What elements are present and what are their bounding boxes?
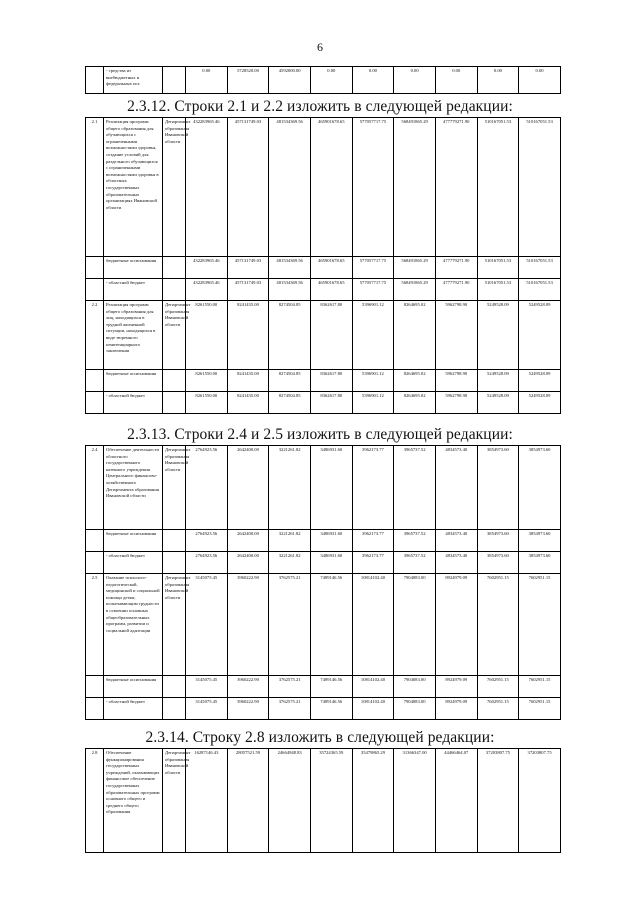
value-cell: 8261550.00 (186, 301, 228, 370)
value-cell: 8274504.85 (269, 370, 311, 392)
value-cell: 8264695.02 (394, 370, 436, 392)
value-cell: 3854973.60 (477, 446, 519, 530)
value-cell: 465901678.65 (310, 279, 352, 301)
row-name: - областной бюджет (104, 698, 163, 720)
value-cell: 510167051.53 (519, 257, 561, 279)
value-cell: 35724365.59 (310, 749, 352, 853)
row-admin: Департамент образования Ивановской области (163, 446, 186, 530)
value-cell: 481534369.56 (269, 279, 311, 301)
value-cell: 3221261.82 (269, 446, 311, 530)
value-cell: 8241435.00 (227, 392, 269, 414)
row-name: Реализация программ общего образования для обучающихся с ограниченными возможностями здоровья, создание условий для раздельного обучающихся с ограниченными возможностями здоровья в областных государственных образовательных организациях Ивановской области (104, 118, 163, 257)
table-row (86, 118, 561, 257)
value-cell: 477779271.90 (435, 279, 477, 301)
value-cell: 457131749.03 (227, 118, 269, 257)
row-code: 2.2 (86, 301, 104, 370)
row-name: Обеспечение деятельности областного государственного казенного учреждения Центрального финансово-хозяйственного Департамента образования Ивановской области (104, 446, 163, 530)
value-cell: 8241435.00 (227, 370, 269, 392)
row-code (86, 676, 104, 698)
value-cell: 8362617.80 (310, 301, 352, 370)
value-cell: 5249528.09 (519, 301, 561, 370)
value-cell: 2642400.00 (227, 446, 269, 530)
value-cell: 7904083.00 (394, 676, 436, 698)
row-name: бюджетные ассигнования (104, 530, 163, 552)
value-cell: 510167051.53 (477, 279, 519, 301)
value-cell: 577057717.75 (352, 279, 394, 301)
row-code: 2.1 (86, 118, 104, 257)
row-admin (163, 67, 186, 94)
value-cell: 31366347.00 (394, 749, 436, 853)
row-code: 2.4 (86, 446, 104, 530)
value-cell: 7904083.00 (394, 698, 436, 720)
value-cell: 2642400.00 (227, 552, 269, 574)
row-admin: Департамент образования Ивановской области (163, 301, 186, 370)
value-cell: 5962798.90 (435, 392, 477, 414)
row-name: Оказание психолого-педагогической, медицинской и социальной помощи детям, испытывающим трудности в освоении основных общеобразовательных программ, развитии и социальной адаптации (104, 574, 163, 676)
row-admin (163, 698, 186, 720)
value-cell: 7602951.15 (519, 574, 561, 676)
value-cell: 0.00 (477, 67, 519, 94)
section-title-2-3-14: 2.3.14. Строку 2.8 изложить в следующей редакции: (145, 729, 495, 746)
row-code (86, 552, 104, 574)
row-name: бюджетные ассигнования (104, 257, 163, 279)
value-cell: 24664948.83 (269, 749, 311, 853)
page-number: 6 (317, 40, 323, 54)
value-cell: 510167051.53 (477, 257, 519, 279)
value-cell: 7602951.15 (477, 698, 519, 720)
value-cell: 5249528.09 (477, 301, 519, 370)
row-code (86, 530, 104, 552)
value-cell: 5396901.12 (352, 392, 394, 414)
value-cell: 3854973.60 (519, 446, 561, 530)
section-title-2-3-12: 2.3.12. Строки 2.1 и 2.2 изложить в следующей редакции: (127, 98, 513, 115)
value-cell: 0.00 (435, 67, 477, 94)
table-row (86, 257, 561, 279)
row-admin (163, 676, 186, 698)
value-cell: 28057521.59 (227, 749, 269, 853)
table-row (86, 446, 561, 530)
value-cell: 3854973.60 (519, 530, 561, 552)
value-cell: 568491865.29 (394, 118, 436, 257)
table-row (86, 392, 561, 414)
table-row (86, 301, 561, 370)
value-cell: 465901678.65 (310, 257, 352, 279)
value-cell: 2764923.56 (186, 530, 228, 552)
row-admin (163, 552, 186, 574)
value-cell: 7904083.00 (394, 574, 436, 676)
row-admin (163, 392, 186, 414)
value-cell: 5396901.12 (352, 370, 394, 392)
value-cell: 3762575.21 (269, 698, 311, 720)
value-cell: 568491865.29 (394, 279, 436, 301)
value-cell: 568491865.29 (394, 257, 436, 279)
value-cell: 432283965.46 (186, 118, 228, 257)
value-cell: 3486931.60 (310, 530, 352, 552)
value-cell: 16287146.43 (186, 749, 228, 853)
row-code (86, 279, 104, 301)
row-code (86, 392, 104, 414)
table-row (86, 279, 561, 301)
value-cell: 457131749.03 (227, 257, 269, 279)
value-cell: 5249528.09 (477, 392, 519, 414)
value-cell: 477779271.90 (435, 257, 477, 279)
value-cell: 0.00 (394, 67, 436, 94)
value-cell: 5249528.09 (477, 370, 519, 392)
value-cell: 481534369.56 (269, 257, 311, 279)
value-cell: 2764923.56 (186, 552, 228, 574)
table-row (86, 574, 561, 676)
value-cell: 3145075.45 (186, 698, 228, 720)
value-cell: 510167051.53 (519, 279, 561, 301)
value-cell: 3486931.60 (310, 446, 352, 530)
value-cell: 8362617.80 (310, 392, 352, 414)
value-cell: 3762575.21 (269, 574, 311, 676)
value-cell: 432283965.46 (186, 257, 228, 279)
value-cell: 510167051.53 (477, 118, 519, 257)
value-cell: 3962173.77 (352, 446, 394, 530)
value-cell: 7602951.15 (477, 676, 519, 698)
row-admin (163, 530, 186, 552)
value-cell: 3221261.82 (269, 530, 311, 552)
value-cell: 3960222.90 (227, 676, 269, 698)
row-name: - областной бюджет (104, 279, 163, 301)
value-cell: 8274504.85 (269, 392, 311, 414)
row-name: бюджетные ассигнования (104, 676, 163, 698)
value-cell: 3854973.60 (477, 530, 519, 552)
value-cell: 2642400.00 (227, 530, 269, 552)
table-row (86, 749, 561, 853)
value-cell: 10814102.40 (352, 698, 394, 720)
value-cell: 44466464.07 (435, 749, 477, 853)
value-cell: 3221261.82 (269, 552, 311, 574)
value-cell: 3145075.45 (186, 574, 228, 676)
value-cell: 3960222.90 (227, 574, 269, 676)
row-name: Обеспечение функционирования государственных учреждений, оказывающих финансовое обеспечение государственных образовательных программ основного общего и среднего общего образования (104, 749, 163, 853)
row-admin: Департамент образования Ивановской области (163, 749, 186, 853)
value-cell: 10814102.40 (352, 574, 394, 676)
value-cell: 37203807.75 (477, 749, 519, 853)
row-name: - средства из внебюджетных и федеральных ист. (104, 67, 163, 94)
table-row (86, 552, 561, 574)
value-cell: 3962173.77 (352, 552, 394, 574)
value-cell: 7602951.15 (519, 698, 561, 720)
value-cell: 3486931.60 (310, 552, 352, 574)
value-cell: 510167051.53 (519, 118, 561, 257)
row-admin: Департамент образования Ивановской области (163, 574, 186, 676)
value-cell: 10814102.40 (352, 676, 394, 698)
row-admin (163, 257, 186, 279)
value-cell: 477779271.90 (435, 118, 477, 257)
row-code (86, 67, 104, 94)
value-cell: 7489146.56 (310, 676, 352, 698)
value-cell: 8264695.02 (394, 392, 436, 414)
value-cell: 3965737.52 (394, 530, 436, 552)
table-row (86, 676, 561, 698)
value-cell: 7602951.15 (519, 676, 561, 698)
value-cell: 3960222.90 (227, 698, 269, 720)
value-cell: 5249528.09 (519, 370, 561, 392)
value-cell: 3762575.21 (269, 676, 311, 698)
table-row (86, 698, 561, 720)
value-cell: 3965737.52 (394, 552, 436, 574)
value-cell: 0.00 (352, 67, 394, 94)
value-cell: 8362617.80 (310, 370, 352, 392)
table-row (86, 67, 561, 94)
value-cell: 8924979.09 (435, 574, 477, 676)
value-cell: 5396901.12 (352, 301, 394, 370)
value-cell: 577057717.75 (352, 257, 394, 279)
value-cell: 8274504.85 (269, 301, 311, 370)
value-cell: 37203807.75 (519, 749, 561, 853)
value-cell: 3854973.60 (519, 552, 561, 574)
row-code: 2.5 (86, 574, 104, 676)
row-name: Реализация программ общего образования для лиц, находящихся в трудной жизненной ситуации, находящихся в виде тюремного пенитенциарного заключения (104, 301, 163, 370)
section-title-2-3-13: 2.3.13. Строки 2.4 и 2.5 изложить в следующей редакции: (127, 426, 513, 443)
value-cell: 4592000.00 (269, 67, 311, 94)
row-name: бюджетные ассигнования (104, 370, 163, 392)
top-table-fragment (85, 66, 561, 94)
row-code (86, 698, 104, 720)
value-cell: 7602951.15 (477, 574, 519, 676)
value-cell: 457131749.03 (227, 279, 269, 301)
value-cell: 4834573.40 (435, 446, 477, 530)
value-cell: 5962798.90 (435, 301, 477, 370)
value-cell: 0.00 (310, 67, 352, 94)
value-cell: 5728520.00 (227, 67, 269, 94)
value-cell: 3962173.77 (352, 530, 394, 552)
value-cell: 4834573.40 (435, 530, 477, 552)
value-cell: 577057717.75 (352, 118, 394, 257)
table-row (86, 370, 561, 392)
row-code (86, 257, 104, 279)
value-cell: 8261550.00 (186, 392, 228, 414)
value-cell: 0.00 (186, 67, 228, 94)
value-cell: 7489146.56 (310, 698, 352, 720)
value-cell: 481534369.56 (269, 118, 311, 257)
row-name: - областной бюджет (104, 392, 163, 414)
value-cell: 3965737.52 (394, 446, 436, 530)
row-code: 2.8 (86, 749, 104, 853)
value-cell: 3854973.60 (477, 552, 519, 574)
value-cell: 432283965.46 (186, 279, 228, 301)
value-cell: 2764923.56 (186, 446, 228, 530)
value-cell: 8241435.00 (227, 301, 269, 370)
section-table-2-3-13 (85, 445, 561, 720)
value-cell: 8924979.09 (435, 676, 477, 698)
value-cell: 8261550.00 (186, 370, 228, 392)
value-cell: 35479865.29 (352, 749, 394, 853)
value-cell: 7489146.56 (310, 574, 352, 676)
value-cell: 8264695.02 (394, 301, 436, 370)
value-cell: 8924979.09 (435, 698, 477, 720)
row-code (86, 370, 104, 392)
value-cell: 4834573.40 (435, 552, 477, 574)
table-row (86, 530, 561, 552)
value-cell: 3145075.45 (186, 676, 228, 698)
value-cell: 5249528.09 (519, 392, 561, 414)
section-table-2-3-14 (85, 748, 561, 853)
section-table-2-3-12 (85, 117, 561, 414)
row-admin: Департамент образования Ивановской области (163, 118, 186, 257)
row-admin (163, 279, 186, 301)
value-cell: 465901678.65 (310, 118, 352, 257)
value-cell: 5962798.90 (435, 370, 477, 392)
row-name: - областной бюджет (104, 552, 163, 574)
row-admin (163, 370, 186, 392)
value-cell: 0.00 (519, 67, 561, 94)
